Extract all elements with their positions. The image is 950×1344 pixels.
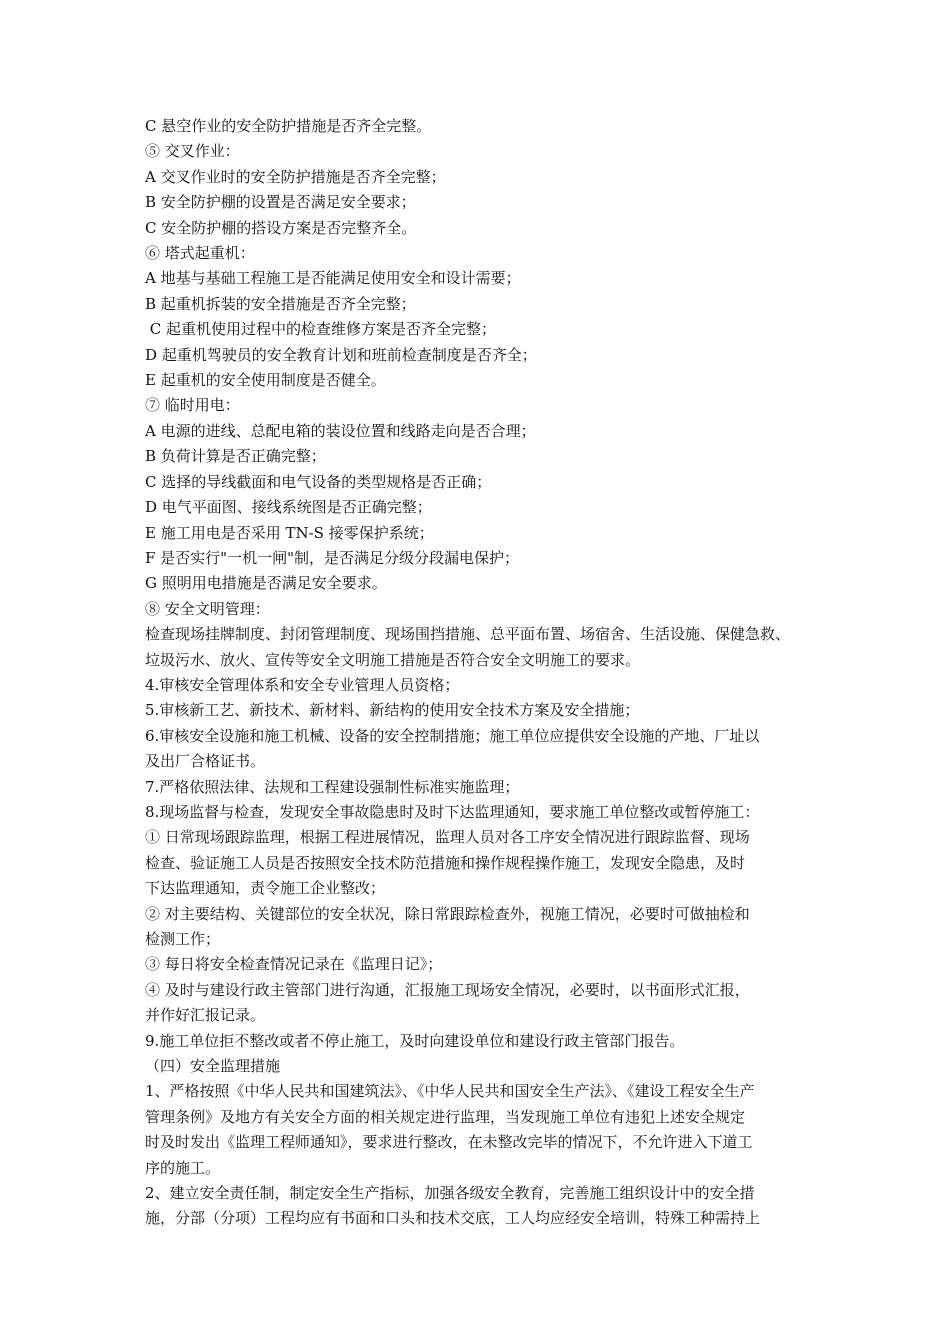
text-line: ④ 及时与建设行政主管部门进行沟通，汇报施工现场安全情况，必要时，以书面形式汇报， — [145, 980, 750, 999]
text-line: 及出厂合格证书。 — [145, 752, 266, 771]
text-line: ③ 每日将安全检查情况记录在《监理日记》； — [145, 955, 443, 974]
text-line: F 是否实行"一机一闸"制，是否满足分级分段漏电保护； — [145, 548, 519, 567]
text-line: 5.审核新工艺、新技术、新材料、新结构的使用安全技术方案及安全措施； — [145, 701, 640, 720]
text-line: ② 对主要结构、关键部位的安全状况，除日常跟踪检查外，视施工情况，必要时可做抽检和 — [145, 904, 750, 923]
text-line: ⑧ 安全文明管理： — [145, 599, 270, 618]
text-line: C 悬空作业的安全防护措施是否齐全完整。 — [145, 117, 432, 135]
text-line: E 起重机的安全使用制度是否健全。 — [145, 371, 386, 390]
text-line: 垃圾污水、放火、宣传等安全文明施工措施是否符合安全文明施工的要求。 — [145, 650, 641, 669]
text-line: 8.现场监督与检查，发现安全事故隐患时及时下达监理通知，要求施工单位整改或暂停施工： — [145, 802, 760, 821]
text-line: B 起重机拆装的安全措施是否齐全完整； — [145, 294, 416, 313]
text-line: C 安全防护棚的搭设方案是否完整齐全。 — [145, 218, 417, 237]
text-line: ⑥ 塔式起重机： — [145, 244, 255, 263]
text-line: 1、严格按照《中华人民共和国建筑法》、《中华人民共和国安全生产法》、《建设工程安全生产 — [145, 1082, 755, 1101]
text-line: A 交叉作业时的安全防护措施是否齐全完整； — [145, 167, 446, 186]
text-line: E 施工用电是否采用 TN-S 接零保护系统； — [145, 523, 434, 542]
text-line: D 起重机驾驶员的安全教育计划和班前检查制度是否齐全； — [145, 345, 537, 364]
text-line: 9.施工单位拒不整改或者不停止施工，及时向建设单位和建设行政主管部门报告。 — [145, 1031, 685, 1050]
text-line: ⑦ 临时用电： — [145, 396, 240, 415]
document-body — [145, 114, 825, 1232]
text-line: 施，分部（分项）工程均应有书面和口头和技术交底，工人均应经安全培训，特殊工种需持上 — [145, 1209, 761, 1228]
text-line: C 起重机使用过程中的检查维修方案是否齐全完整； — [145, 320, 497, 339]
text-line: 7.严格依照法律、法规和工程建设强制性标准实施监理； — [145, 777, 520, 796]
text-line: 检测工作； — [145, 930, 221, 948]
text-line: 4.审核安全管理体系和安全专业管理人员资格； — [145, 675, 460, 694]
text-line: 时及时发出《监理工程师通知》，要求进行整改，在未整改完毕的情况下，不允许进入下道工 — [145, 1133, 753, 1152]
text-line: A 电源的进线、总配电箱的装设位置和线路走向是否合理； — [145, 421, 536, 440]
text-line: 6.审核安全设施和施工机械、设备的安全控制措施；施工单位应提供安全设施的产地、厂址以 — [145, 726, 760, 745]
text-line: C 选择的导线截面和电气设备的类型规格是否正确； — [145, 472, 492, 491]
text-line: 管理条例》及地方有关安全方面的相关规定进行监理，当发现施工单位有违犯上述安全规定 — [145, 1107, 746, 1126]
text-line: 检查现场挂牌制度、封闭管理制度、现场围挡措施、总平面布置、场宿舍、生活设施、保健急救、 — [145, 625, 791, 644]
text-line: B 安全防护棚的设置是否满足安全要求； — [145, 193, 416, 212]
text-line: 检查、验证施工人员是否按照安全技术防范措施和操作规程操作施工，发现安全隐患，及时 — [145, 853, 746, 872]
text-line: ① 日常现场跟踪监理，根据工程进展情况，监理人员对各工序安全情况进行跟踪监督、现场 — [145, 828, 750, 847]
section-heading: （四）安全监理措施 — [145, 1057, 281, 1076]
text-line: B 负荷计算是否正确完整； — [145, 447, 326, 466]
text-line: ⑤ 交叉作业： — [145, 142, 240, 161]
text-line: 下达监理通知，责令施工企业整改； — [145, 879, 386, 898]
text-line: 并作好汇报记录。 — [145, 1006, 266, 1025]
text-line: D 电气平面图、接线系统图是否正确完整； — [145, 498, 432, 517]
text-line: 2、建立安全责任制，制定安全生产指标，加强各级安全教育，完善施工组织设计中的安全措 — [145, 1184, 755, 1203]
text-line: 序的施工。 — [145, 1158, 221, 1177]
text-line: A 地基与基础工程施工是否能满足使用安全和设计需要； — [145, 269, 521, 288]
text-line: G 照明用电措施是否满足安全要求。 — [145, 574, 387, 593]
